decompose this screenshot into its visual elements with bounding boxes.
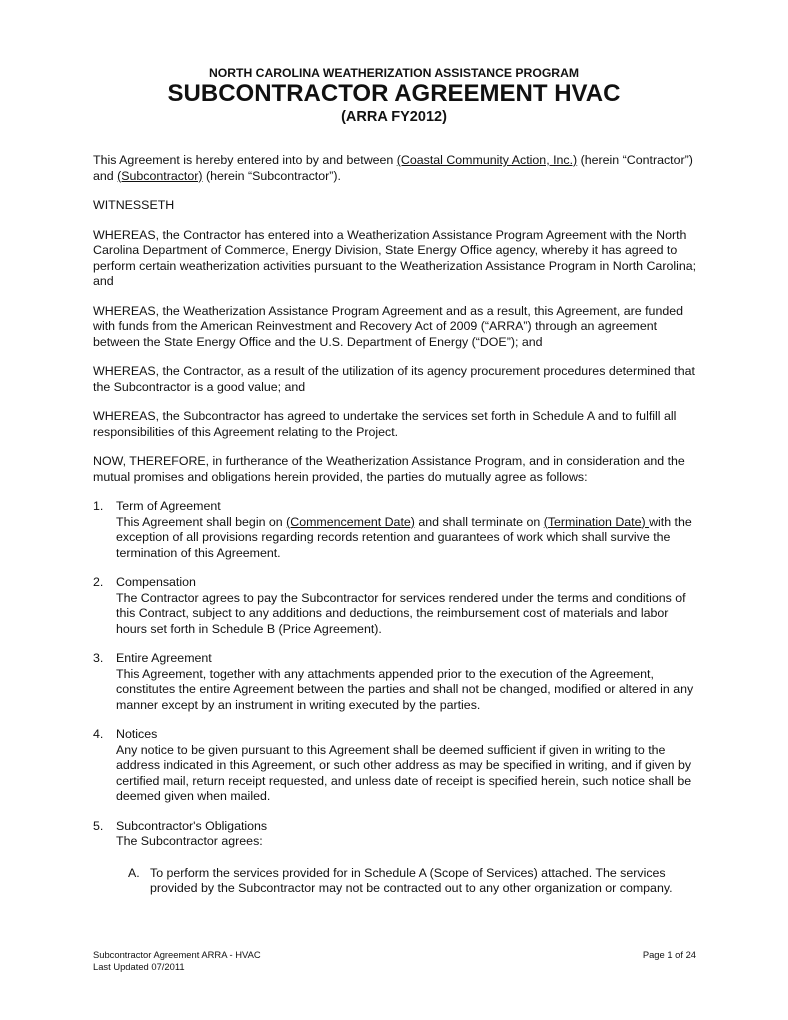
section-text: The Contractor agrees to pay the Subcontractor for services rendered under the terms and conditions of this Contract, subject to any additions and deductions, the reimbursement cost of materials and labor hours set forth in Schedule B (Price Agreement). xyxy=(116,590,686,636)
section-number: 3. xyxy=(93,651,104,665)
commencement-date-field: (Commencement Date) xyxy=(286,514,415,529)
section-text: The Subcontractor agrees: xyxy=(116,834,263,848)
section-text-part: with the exception of all provisions regarding records retention and guarantees of work which shall survive the termination of this Agreement. xyxy=(116,514,692,560)
section-number: 2. xyxy=(93,575,104,589)
document-body xyxy=(93,153,698,911)
termination-date-field: (Termination Date) xyxy=(543,514,650,529)
obligation-text: To perform the services provided for in Schedule A (Scope of Services) attached. The services provided by the Subcontractor may not be contracted out to any other organization or company. xyxy=(150,865,673,895)
section-title: Term of Agreement xyxy=(116,499,221,513)
section-title: Subcontractor's Obligations xyxy=(116,818,268,833)
section-term-of-agreement xyxy=(93,499,698,561)
section-text: Any notice to be given pursuant to this Agreement shall be deemed sufficient if given in writing to the address indicated in this Agreement, or such other address as may be specified in writing, and if given by certified mail, return receipt requested, and unless date of receipt is specified herein, such notice shall be deemed given when mailed. xyxy=(116,742,692,803)
footer-document-name: Subcontractor Agreement ARRA - HVAC xyxy=(93,949,261,960)
whereas-paragraph-3: WHEREAS, the Contractor, as a result of the utilization of its agency procurement procedures determined that the Subcontractor is a good value; and xyxy=(93,364,695,394)
section-text-part: and shall terminate on xyxy=(414,514,544,529)
page-footer xyxy=(93,949,696,973)
footer-last-updated: Last Updated 07/2011 xyxy=(93,961,185,972)
intro-text: This Agreement is hereby entered into by and between xyxy=(93,153,397,167)
whereas-paragraph-2: WHEREAS, the Weatherization Assistance Program Agreement and as a result, this Agreement, are funded with funds from the American Reinvestment and Recovery Act of 2009 (“ARRA”) through an agreement between the State Energy Office and the U.S. Department of Energy (“DOE”); and xyxy=(93,303,684,349)
section-text xyxy=(116,515,698,562)
obligation-item-a xyxy=(116,866,698,897)
whereas-paragraph-1: WHEREAS, the Contractor has entered into a Weatherization Assistance Program Agreement with the North Carolina Department of Commerce, Energy Division, State Energy Office agency, whereby it has agreed to perform certain weatherization activities pursuant to the Weatherization Assistance Program in North Carolina; and xyxy=(93,227,697,288)
whereas-paragraph-4: WHEREAS, the Subcontractor has agreed to undertake the services set forth in Schedule A and to fulfill all responsibilities of this Agreement relating to the Project. xyxy=(93,409,677,439)
witnesseth-heading: WITNESSETH xyxy=(93,198,175,212)
document-title: SUBCONTRACTOR AGREEMENT HVAC xyxy=(167,80,621,107)
page-number: Page 1 of 24 xyxy=(642,949,696,960)
section-title: Compensation xyxy=(116,575,196,589)
section-text-part: This Agreement shall begin on xyxy=(116,514,287,529)
section-text: This Agreement, together with any attachments appended prior to the execution of the Agreement, constitutes the entire Agreement between the parties and shall not be changed, modified or altered in any manner except by an instrument in writing executed by the parties. xyxy=(116,666,694,712)
program-heading: NORTH CAROLINA WEATHERIZATION ASSISTANCE PROGRAM xyxy=(208,66,580,80)
intro-text: (herein “Subcontractor”). xyxy=(202,168,341,183)
obligation-letter: A. xyxy=(128,865,140,880)
section-notices xyxy=(93,727,698,805)
section-subcontractor-obligations xyxy=(93,819,698,897)
section-entire-agreement xyxy=(93,651,698,713)
section-title: Entire Agreement xyxy=(116,651,212,665)
section-number: 4. xyxy=(93,727,104,741)
contractor-name: (Coastal Community Action, Inc.) xyxy=(396,153,578,167)
section-number: 5. xyxy=(93,818,104,833)
intro-paragraph xyxy=(93,153,698,184)
section-title: Notices xyxy=(116,727,158,741)
document-subtitle: (ARRA FY2012) xyxy=(341,109,447,125)
section-number: 1. xyxy=(93,499,104,513)
therefore-paragraph: NOW, THEREFORE, in furtherance of the Weatherization Assistance Program, and in consideration and the mutual promises and obligations herein provided, the parties do mutually agree as follows: xyxy=(93,454,685,484)
subcontractor-name: (Subcontractor) xyxy=(117,168,203,183)
intro-text: (herein “Contractor”) and xyxy=(93,153,693,183)
section-compensation xyxy=(93,575,698,637)
